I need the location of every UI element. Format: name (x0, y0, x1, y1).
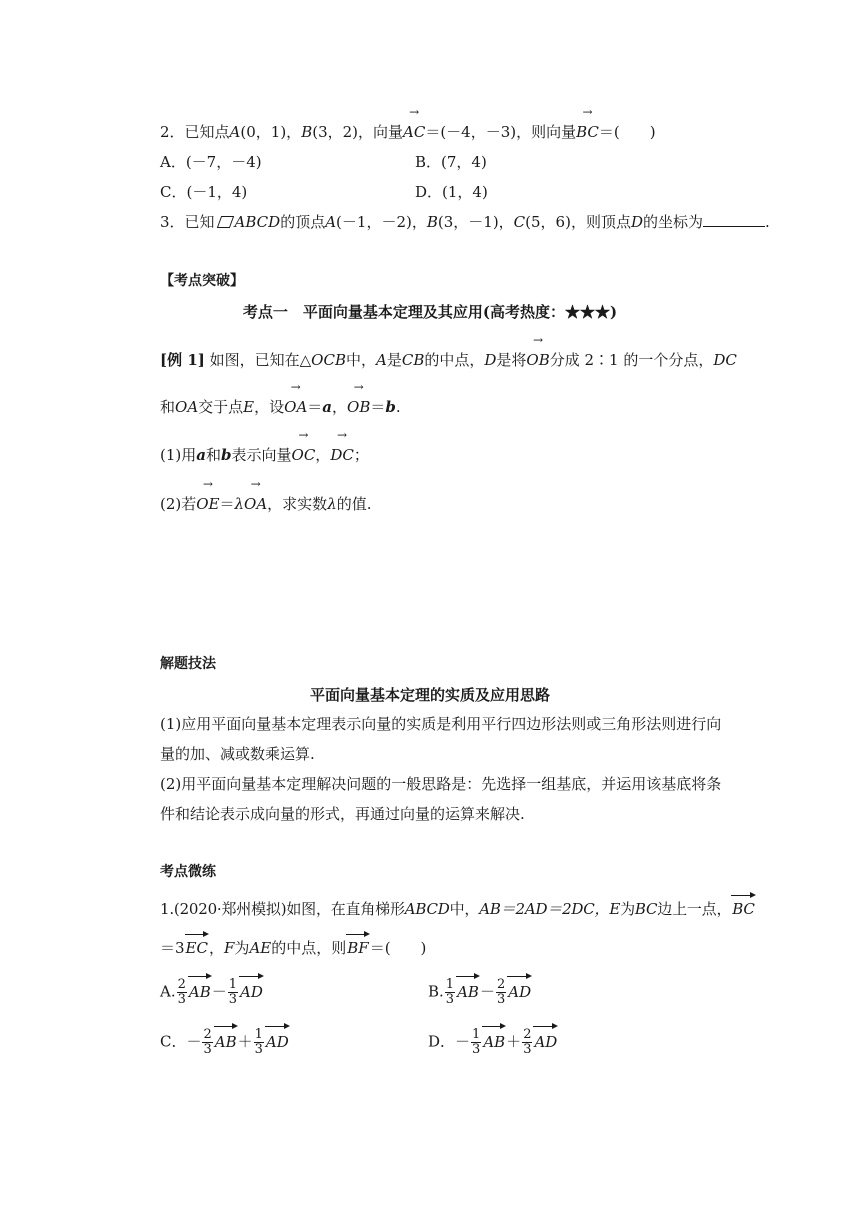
practice-heading: 考点微练 (160, 864, 216, 880)
tips-heading: 解题技法 (160, 656, 216, 672)
vector-ob: → OB (526, 349, 549, 371)
fraction: $\frac{1}{3}$ (472, 1027, 481, 1057)
fraction: $\frac{1}{3}$ (228, 977, 238, 1007)
example-1-subquestion-1: (1)用a和b表示向量→ OC，→ DC； (160, 444, 369, 466)
tips-title: 平面向量基本定理的实质及应用思路 (309, 686, 550, 704)
practice-q1-line-2: ＝3EC，F为AE的中点，则BF＝( ) (160, 939, 427, 957)
fraction: $\frac{2}{3}$ (177, 977, 186, 1007)
vector-oa: → OA (284, 396, 307, 418)
example-1-line-2: 和OA交于点E，设→ OA＝a，→ OB＝b. (160, 396, 401, 418)
question-2: 2．已知点A(0，1)，B(3，2)，向量→ AC＝(－4，－3)，则向量→ BC＝( ) (160, 121, 656, 143)
q2-option-a: A．(－7，－4) (160, 153, 262, 171)
fraction: $\frac{1}{3}$ (445, 977, 455, 1007)
vector-ac: → AC (403, 121, 425, 143)
vector-bf: BF (347, 939, 369, 957)
vector-oa-2: → OA (244, 493, 267, 515)
vector-oe: → OE (196, 493, 219, 515)
vector-oc: → OC (292, 444, 316, 466)
parallelogram-icon (216, 216, 233, 228)
fraction: $\frac{2}{3}$ (203, 1027, 212, 1057)
practice-option-a: A. $\frac{2}{3}$ AB－ $\frac{1}{3}$ AD (160, 977, 263, 1007)
question-3: 3．已知 ABCD的顶点A(－1，－2)，B(3，－1)，C(5，6)，则顶点D的坐标为 . (160, 213, 770, 231)
practice-option-c: C．－ $\frac{2}{3}$ AB＋ $\frac{1}{3}$ AD (160, 1027, 289, 1057)
practice-option-d: D．－ $\frac{1}{3}$ AB＋ $\frac{2}{3}$ AD (428, 1027, 558, 1057)
example-1-subquestion-2: (2)若→ OE＝λ→ OA，求实数λ的值. (160, 493, 371, 515)
vector-bc: → BC (576, 121, 599, 143)
tips-line-4: 件和结论表示成向量的形式，再通过向量的运算来解决. (160, 805, 525, 823)
practice-option-b: B. $\frac{1}{3}$ AB－ $\frac{2}{3}$ AD (428, 977, 532, 1007)
tips-line-3: (2)用平面向量基本定理解决问题的一般思路是：先选择一组基底，并运用该基底将条 (160, 775, 722, 793)
fraction: $\frac{2}{3}$ (523, 1027, 532, 1057)
tips-line-2: 量的加、减或数乘运算. (160, 745, 315, 763)
q2-option-c: C．(－1，4) (160, 183, 248, 201)
fraction: $\frac{2}{3}$ (496, 977, 506, 1007)
example-1-line-1: [例 1] 如图，已知在△OCB中，A是CB的中点，D是将→ OB分成 2∶1 的一个分点，DC (160, 349, 737, 371)
q2-option-b: B．(7，4) (415, 153, 487, 171)
vector-ob-2: → OB (347, 396, 370, 418)
answer-blank[interactable] (703, 212, 765, 227)
vector-ec: EC (185, 939, 208, 957)
practice-q1-line-1: 1.(2020·郑州模拟)如图，在直角梯形ABCD中，AB＝2AD＝2DC，E为BC边上一点，BC (160, 900, 755, 918)
topic-1-title: 考点一 平面向量基本定理及其应用(高考热度：★★★) (242, 303, 618, 321)
fraction: $\frac{1}{3}$ (254, 1027, 263, 1057)
q2-option-d: D．(1，4) (415, 183, 488, 201)
section-title: 【考点突破】 (160, 273, 244, 289)
vector-dc: → DC (330, 444, 354, 466)
tips-line-1: (1)应用平面向量基本定理表示向量的实质是利用平行四边形法则或三角形法则进行向 (160, 715, 722, 733)
vector-bc-practice: BC (732, 900, 755, 918)
